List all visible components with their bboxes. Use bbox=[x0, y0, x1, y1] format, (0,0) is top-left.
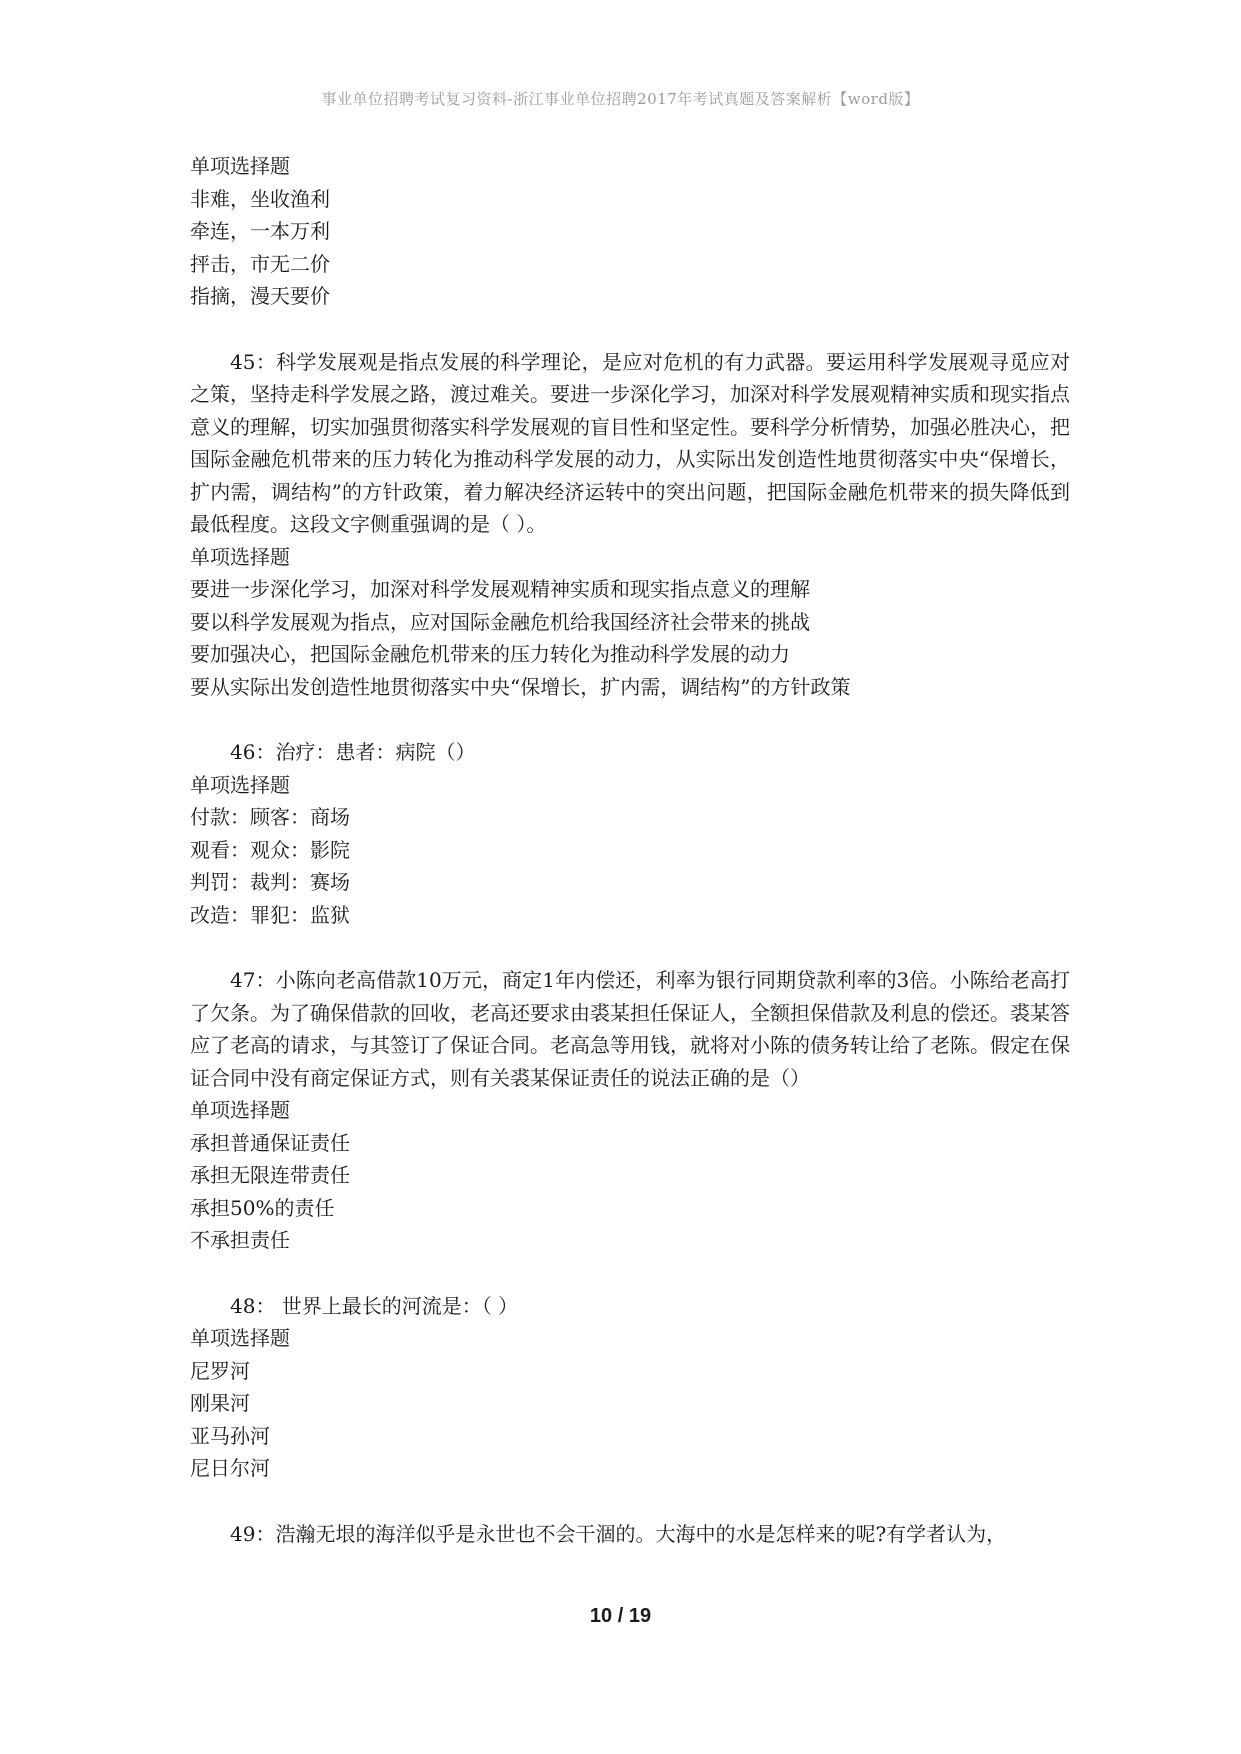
question-46 bbox=[190, 736, 1070, 931]
question-stem: 48： 世界上最长的河流是：（ ） bbox=[230, 1293, 519, 1318]
page-content bbox=[190, 150, 1070, 1550]
option-a: 要进一步深化学习，加深对科学发展观精神实质和现实指点意义的理解 bbox=[190, 577, 810, 601]
spacer bbox=[190, 703, 1070, 736]
question-stem: 46：治疗：患者：病院（） bbox=[230, 740, 476, 764]
question-type-label: 单项选择题 bbox=[190, 154, 290, 178]
option-a: 付款：顾客：商场 bbox=[190, 805, 350, 829]
option-d: 指摘，漫天要价 bbox=[190, 284, 330, 308]
option-d: 尼日尔河 bbox=[190, 1456, 270, 1480]
spacer bbox=[190, 313, 1070, 346]
question-45 bbox=[190, 346, 1070, 704]
option-d: 改造：罪犯：监狱 bbox=[190, 902, 350, 927]
option-b: 刚果河 bbox=[190, 1391, 250, 1415]
option-b: 要以科学发展观为指点，应对国际金融危机给我国经济社会带来的挑战 bbox=[190, 609, 810, 634]
question-44-tail bbox=[190, 150, 1070, 313]
spacer bbox=[190, 1257, 1070, 1290]
page-number: 10 / 19 bbox=[589, 1605, 652, 1627]
option-c: 抨击，市无二价 bbox=[190, 251, 330, 276]
option-c: 要加强决心，把国际金融危机带来的压力转化为推动科学发展的动力 bbox=[190, 642, 790, 666]
option-c: 判罚：裁判：赛场 bbox=[190, 870, 350, 894]
question-type-label: 单项选择题 bbox=[190, 1098, 290, 1122]
question-stem: 49：浩瀚无垠的海洋似乎是永世也不会干涸的。大海中的水是怎样来的呢?有学者认为， bbox=[230, 1521, 1007, 1546]
question-stem: 45：科学发展观是指点发展的科学理论，是应对危机的有力武器。要运用科学发展观寻觅应对之策，坚持走科学发展之路，渡过难关。要进一步深化学习，加深对科学发展观精神实质和现实指点意义的理解，切实加强贯彻落实科学发展观的盲目性和坚定性。要科学分析情势，加强必胜决心，把国际金融危机带来的压力转化为推动科学发展的动力，从实际出发创造性地贯彻落实中央“保增长，扩内需，调结构”的方针政策，着力解决经济运转中的突出问题，把国际金融危机带来的损失降低到最低程度。这段文字侧重强调的是（ ）。 bbox=[190, 349, 1070, 536]
option-a: 承担普通保证责任 bbox=[190, 1130, 350, 1155]
option-b: 承担无限连带责任 bbox=[190, 1163, 350, 1187]
option-b: 观看：观众：影院 bbox=[190, 837, 350, 862]
question-type-label: 单项选择题 bbox=[190, 772, 290, 797]
spacer bbox=[190, 1485, 1070, 1518]
option-c: 亚马孙河 bbox=[190, 1423, 270, 1448]
running-header: 事业单位招聘考试复习资料-浙江事业单位招聘2017年考试真题及答案解析【word版】 bbox=[321, 90, 920, 108]
question-48 bbox=[190, 1290, 1070, 1485]
spacer bbox=[190, 931, 1070, 964]
question-47 bbox=[190, 964, 1070, 1257]
question-49 bbox=[190, 1518, 1070, 1551]
option-d: 不承担责任 bbox=[190, 1228, 290, 1252]
option-c: 承担50%的责任 bbox=[190, 1195, 335, 1220]
question-type-label: 单项选择题 bbox=[190, 544, 290, 569]
question-type-label: 单项选择题 bbox=[190, 1326, 290, 1350]
option-b: 牵连，一本万利 bbox=[190, 219, 330, 243]
option-d: 要从实际出发创造性地贯彻落实中央“保增长，扩内需，调结构”的方针政策 bbox=[190, 674, 851, 699]
option-a: 非难，坐收渔利 bbox=[190, 186, 330, 211]
option-a: 尼罗河 bbox=[190, 1358, 250, 1383]
question-stem: 47：小陈向老高借款10万元，商定1年内偿还，利率为银行同期贷款利率的3倍。小陈给老高打了欠条。为了确保借款的回收，老高还要求由裘某担任保证人，全额担保借款及利息的偿还。裘某答应了老高的请求，与其签订了保证合同。老高急等用钱，就将对小陈的债务转让给了老陈。假定在保证合同中没有商定保证方式，则有关裘某保证责任的说法正确的是（） bbox=[190, 968, 1070, 1090]
